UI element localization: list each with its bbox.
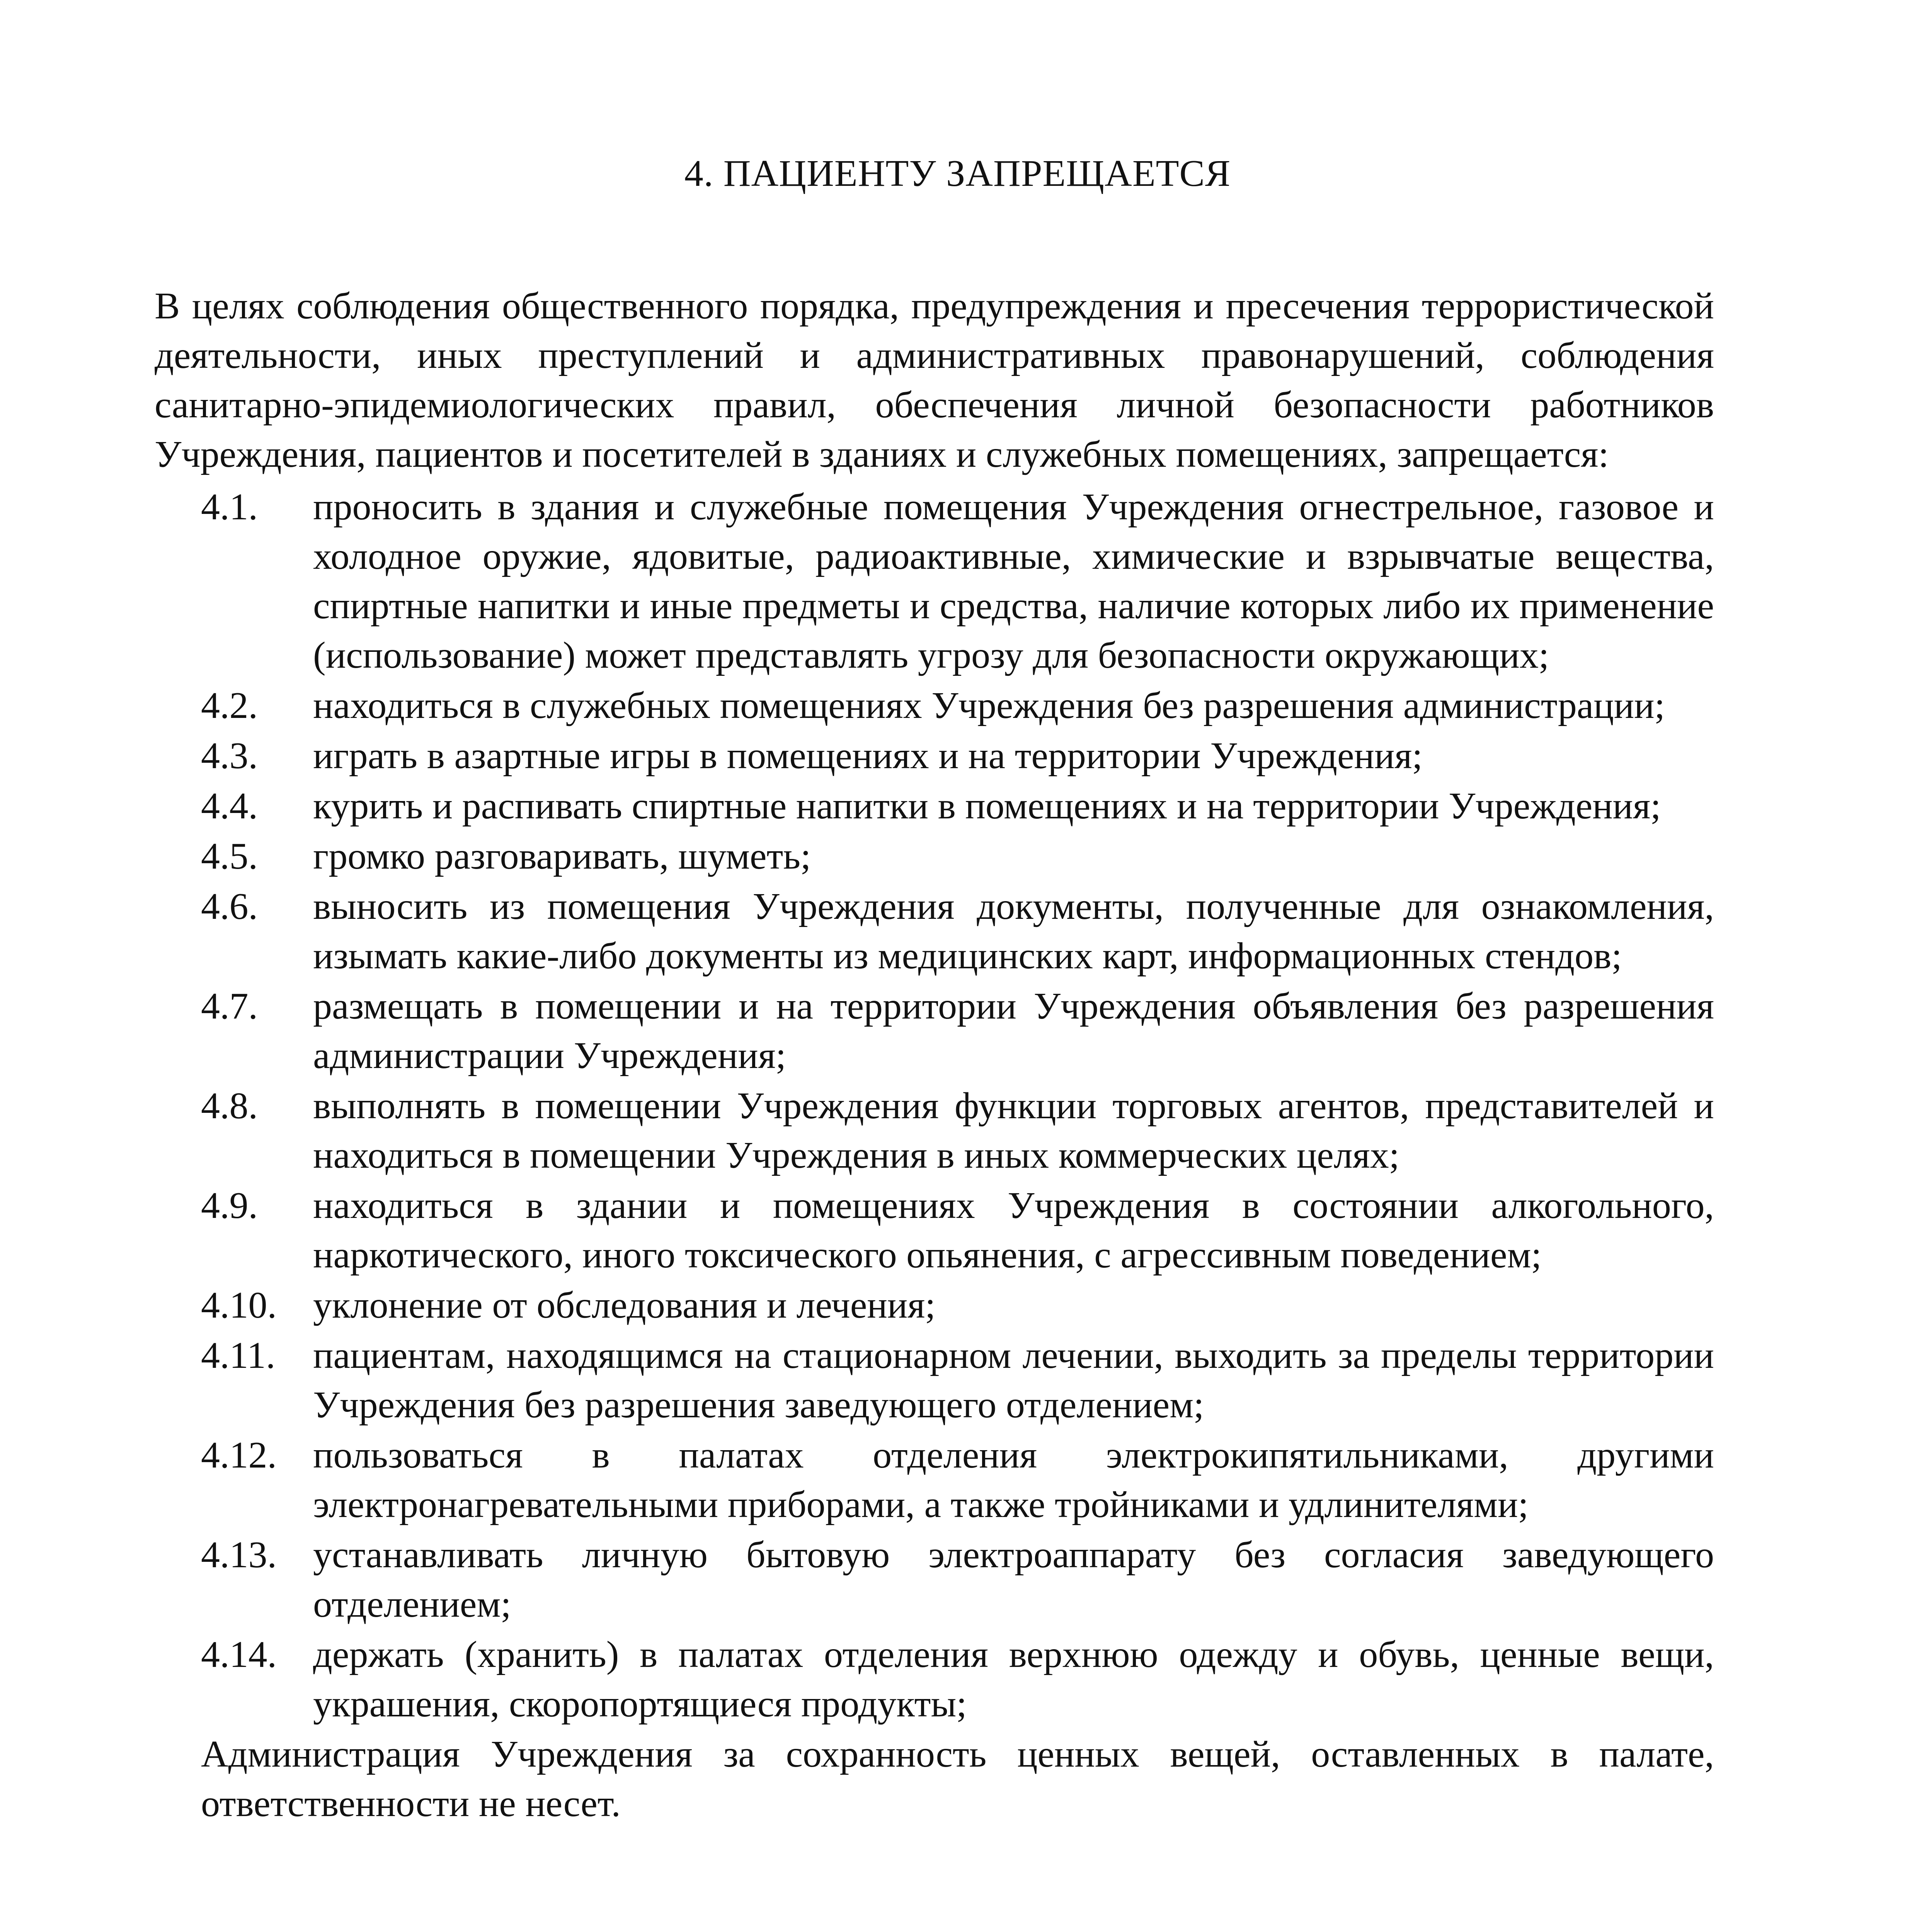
item-number: 4.2. bbox=[201, 685, 258, 726]
item-text: размещать в помещении и на территории Учреждения объявления без разрешения администрации Учреждения; bbox=[313, 985, 1714, 1077]
list-item bbox=[155, 482, 1714, 680]
item-text: играть в азартные игры в помещениях и на территории Учреждения; bbox=[313, 735, 1423, 777]
item-text: громко разговаривать, шуметь; bbox=[313, 835, 811, 877]
item-text: курить и распивать спиртные напитки в помещениях и на территории Учреждения; bbox=[313, 785, 1661, 827]
item-text: пациентам, находящимся на стационарном лечении, выходить за пределы территории Учреждения без разрешения заведующего отделением; bbox=[313, 1335, 1714, 1426]
item-text: пользоваться в палатах отделения электрокипятильниками, другими электронагревательными приборами, а также тройниками и удлинителями; bbox=[313, 1434, 1714, 1526]
item-text: устанавливать личную бытовую электроаппарату без согласия заведующего отделением; bbox=[313, 1534, 1714, 1625]
list-item bbox=[155, 1530, 1714, 1629]
list-item bbox=[155, 981, 1714, 1080]
list-item bbox=[155, 681, 1714, 730]
item-text: находиться в здании и помещениях Учреждения в состоянии алкогольного, наркотического, иного токсического опьянения, с агрессивным поведением; bbox=[313, 1185, 1714, 1276]
item-text: выполнять в помещении Учреждения функции торговых агентов, представителей и находиться в помещении Учреждения в иных коммерческих целях; bbox=[313, 1085, 1714, 1176]
item-number: 4.7. bbox=[201, 985, 258, 1027]
item-number: 4.4. bbox=[201, 785, 258, 827]
item-text: держать (хранить) в палатах отделения верхнюю одежду и обувь, ценные вещи, украшения, скоропортящиеся продукты; bbox=[313, 1634, 1714, 1725]
item-number: 4.5. bbox=[201, 835, 258, 877]
list-item bbox=[155, 1181, 1714, 1280]
intro-paragraph: В целях соблюдения общественного порядка, предупреждения и пресечения террористической деятельности, иных преступлений и административных правонарушений, соблюдения санитарно-эпидемиологических правил, обеспечения личной безопасности работников Учреждения, пациентов и посетителей в зданиях и служебных помещениях, запрещается: bbox=[155, 285, 1714, 475]
item-text: выносить из помещения Учреждения документы, полученные для ознакомления, изымать какие-либо документы из медицинских карт, информационных стендов; bbox=[313, 886, 1714, 977]
list-item bbox=[155, 1331, 1714, 1430]
document-page bbox=[155, 155, 1714, 1828]
list-item bbox=[155, 781, 1714, 831]
item-number: 4.10. bbox=[201, 1284, 277, 1326]
list-item bbox=[155, 1081, 1714, 1180]
item-number: 4.3. bbox=[201, 735, 258, 777]
list-item bbox=[155, 832, 1714, 881]
list-item bbox=[155, 1281, 1714, 1330]
item-text: находиться в служебных помещениях Учреждения без разрешения администрации; bbox=[313, 685, 1665, 726]
item-number: 4.11. bbox=[201, 1335, 276, 1376]
item-number: 4.13. bbox=[201, 1534, 277, 1576]
item-number: 4.14. bbox=[201, 1634, 277, 1675]
section-title: 4. ПАЦИЕНТУ ЗАПРЕЩАЕТСЯ bbox=[684, 153, 1231, 194]
item-text: уклонение от обследования и лечения; bbox=[313, 1284, 936, 1326]
prohibitions-list bbox=[155, 482, 1714, 1729]
list-item bbox=[155, 731, 1714, 781]
list-item bbox=[155, 1430, 1714, 1529]
closing-paragraph: Администрация Учреждения за сохранность ценных вещей, оставленных в палате, ответственности не несет. bbox=[201, 1733, 1714, 1825]
item-number: 4.6. bbox=[201, 886, 258, 927]
item-number: 4.9. bbox=[201, 1185, 258, 1226]
item-number: 4.1. bbox=[201, 486, 258, 528]
item-number: 4.12. bbox=[201, 1434, 277, 1476]
item-number: 4.8. bbox=[201, 1085, 258, 1127]
item-text: проносить в здания и служебные помещения Учреждения огнестрельное, газовое и холодное оружие, ядовитые, радиоактивные, химические и взрывчатые вещества, спиртные напитки и иные предметы и средства, наличие которых либо их применение (использование) может представлять угрозу для безопасности окружающих; bbox=[313, 486, 1714, 676]
list-item bbox=[155, 882, 1714, 981]
list-item bbox=[155, 1630, 1714, 1729]
